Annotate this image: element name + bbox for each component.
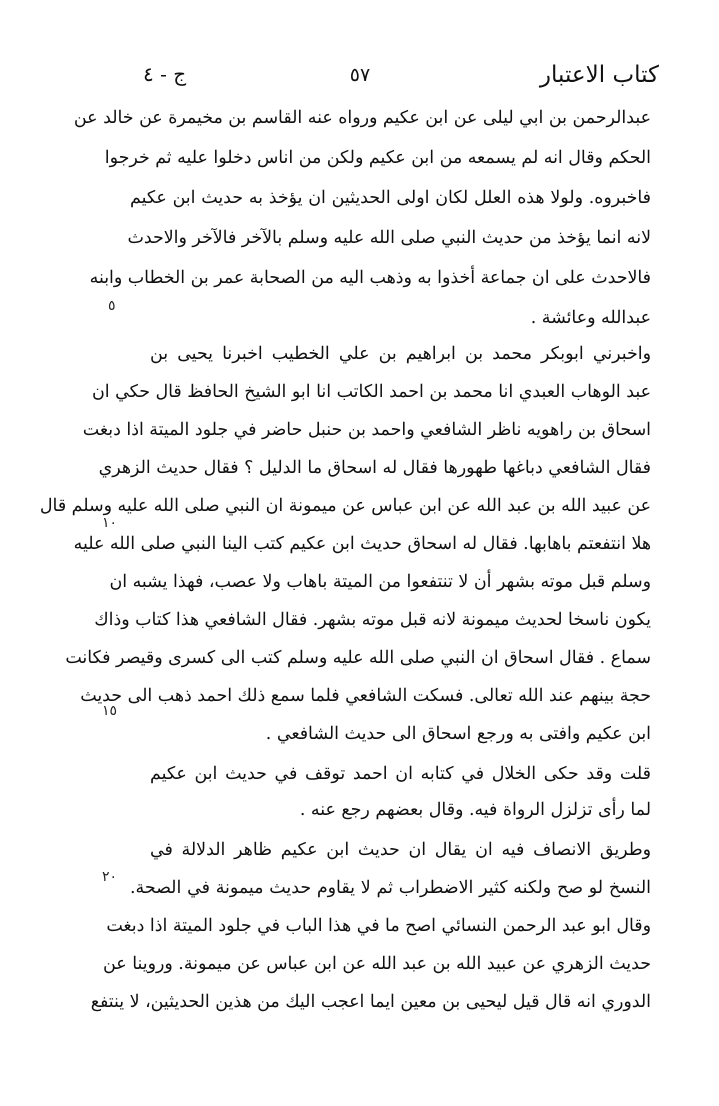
text-line: فالاحدث على ان جماعة أخذوا به وذهب اليه من الصحابة عمر بن الخطاب وابنه (89, 268, 651, 288)
text-line: عبد الوهاب العبدي انا محمد بن احمد الكاتب انا ابو الشيخ الحافظ قال حكي ان (91, 382, 651, 402)
line-number-10: ١٠ (102, 515, 118, 531)
text-line: وقال ابو عبد الرحمن النسائي اصح ما في هذا الباب في جلود الميتة اذا دبغت (106, 916, 651, 936)
text-line: واخبرني ابوبكر محمد بن ابراهيم بن علي الخطيب اخبرنا يحيى بن (150, 344, 651, 364)
volume-label: ج - ٤ (143, 62, 187, 86)
page-number: ٥٧ (349, 64, 371, 86)
text-line: الدوري انه قال قيل ليحيى بن معين ايما اعجب اليك من هذين الحديثين، لا ينتفع (90, 992, 651, 1012)
text-line: اسحاق بن راهويه ناظر الشافعي واحمد بن حنبل حاضر في جلود الميتة اذا دبغت (82, 420, 651, 440)
text-line: قلت وقد حكى الخلال في كتابه ان احمد توقف في حديث ابن عكيم (150, 764, 651, 784)
line-number-15: ١٥ (102, 703, 118, 719)
text-line: لانه انما يؤخذ من حديث النبي صلى الله عليه وسلم بالآخر فالآخر والاحدث (127, 228, 651, 248)
text-line: عن عبيد الله بن عبد الله عن ابن عباس عن ميمونة ان النبي صلى الله عليه وسلم قال (39, 496, 651, 516)
text-line: حديث الزهري عن عبيد الله بن عبد الله عن ابن عباس عن ميمونة. وروينا عن (103, 954, 651, 974)
text-line: فاخبروه. ولولا هذه العلل لكان اولى الحديثين ان يؤخذ به حديث ابن عكيم (130, 188, 651, 208)
text-line: فقال الشافعي دباغها طهورها فقال له اسحاق ما الدليل ؟ فقال حديث الزهري (98, 458, 651, 478)
text-line: وطريق الانصاف فيه ان يقال ان حديث ابن عكيم ظاهر الدلالة في (150, 840, 651, 860)
text-line: سماع . فقال اسحاق ان النبي صلى الله عليه وسلم كتب الى كسرى وقيصر فكانت (65, 648, 651, 668)
text-line: عبدالرحمن بن ابي ليلى عن ابن عكيم ورواه عنه القاسم بن مخيمرة عن خالد عن (73, 108, 651, 128)
line-number-20: ٢٠ (102, 869, 118, 885)
line-number-5: ٥ (108, 298, 116, 314)
text-line: وسلم قبل موته بشهر أن لا تنتفعوا من الميتة باهاب ولا عصب، فهذا يشبه ان (109, 572, 651, 592)
text-line: الحكم وقال انه لم يسمعه من ابن عكيم ولكن من اناس دخلوا عليه ثم خرجوا (104, 148, 651, 168)
text-line: ابن عكيم وافتى به ورجع اسحاق الى حديث الشافعي . (265, 724, 651, 744)
book-title: كتاب الاعتبار (539, 62, 659, 88)
text-line: النسخ لو صح ولكنه كثير الاضطراب ثم لا يقاوم حديث ميمونة في الصحة. (130, 878, 651, 898)
page-header (0, 62, 719, 96)
text-line: لما رأى تزلزل الرواة فيه. وقال بعضهم رجع عنه . (299, 800, 651, 820)
text-line: حجة بينهم عند الله تعالى. فسكت الشافعي فلما سمع ذلك احمد ذهب الى حديث (80, 686, 651, 706)
text-line: عبدالله وعائشة . (530, 308, 651, 328)
text-line: هلا انتفعتم باهابها. فقال له اسحاق حديث ابن عكيم كتب الينا النبي صلى الله عليه (73, 534, 651, 554)
text-line: يكون ناسخا لحديث ميمونة لانه قبل موته بشهر. فقال الشافعي هذا كتاب وذاك (94, 610, 651, 630)
